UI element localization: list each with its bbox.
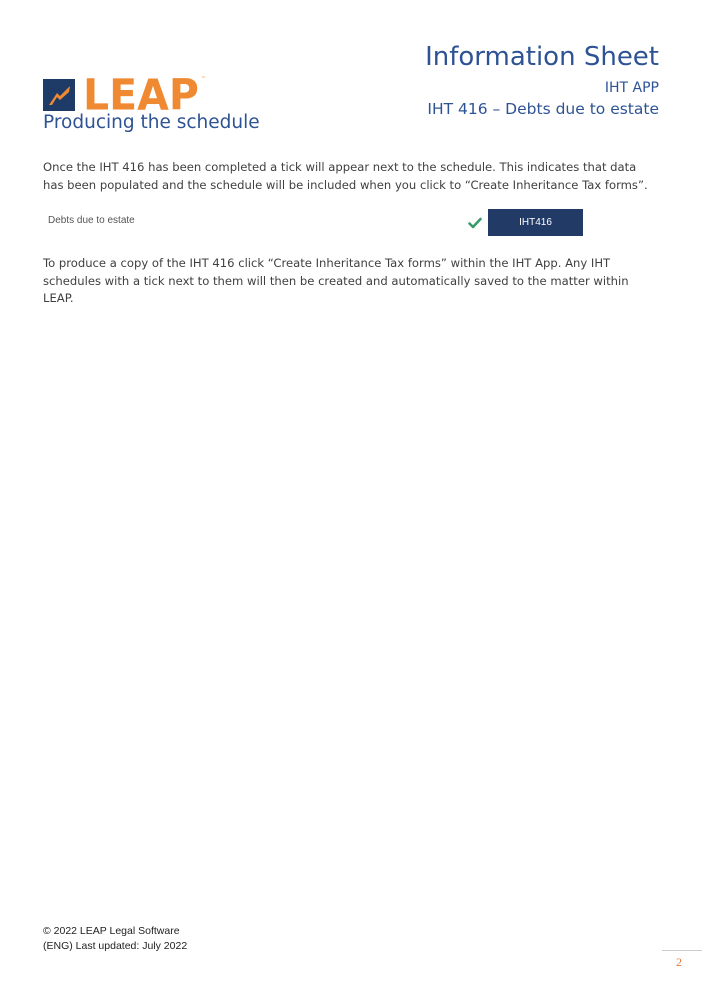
leap-logo	[43, 69, 206, 121]
trademark-symbol: ™	[201, 76, 206, 82]
footer-last-updated: (ENG) Last updated: July 2022	[43, 940, 188, 952]
footer-copyright: © 2022 LEAP Legal Software	[43, 925, 180, 937]
body-paragraph: Once the IHT 416 has been completed a tick will appear next to the schedule. This indicates that data has been populated and the schedule will be included when you click to “Create Inheritance Tax forms”.	[43, 160, 648, 192]
schedule-label: Debts due to estate	[48, 215, 135, 226]
page-number-rule	[662, 950, 702, 951]
document-header	[425, 40, 659, 120]
document-type-title: Information Sheet	[425, 42, 659, 72]
document-app-name: IHT APP	[604, 80, 659, 96]
footer	[43, 924, 187, 954]
schedule-row	[43, 209, 603, 236]
document-subject: IHT 416 – Debts due to estate	[427, 100, 659, 118]
iht416-schedule-button[interactable]: IHT416	[488, 209, 583, 236]
check-icon	[468, 217, 482, 229]
leap-logo-text: LEAP	[83, 69, 199, 121]
section-heading: Producing the schedule	[43, 112, 260, 133]
body-paragraph: To produce a copy of the IHT 416 click “Create Inheritance Tax forms” within the IHT App. Any IHT schedules with a tick next to them will then be created and automatically saved to the matter within LEAP.	[43, 256, 629, 305]
leap-logo-mark-icon	[43, 79, 75, 111]
page-number: 2	[676, 955, 682, 969]
